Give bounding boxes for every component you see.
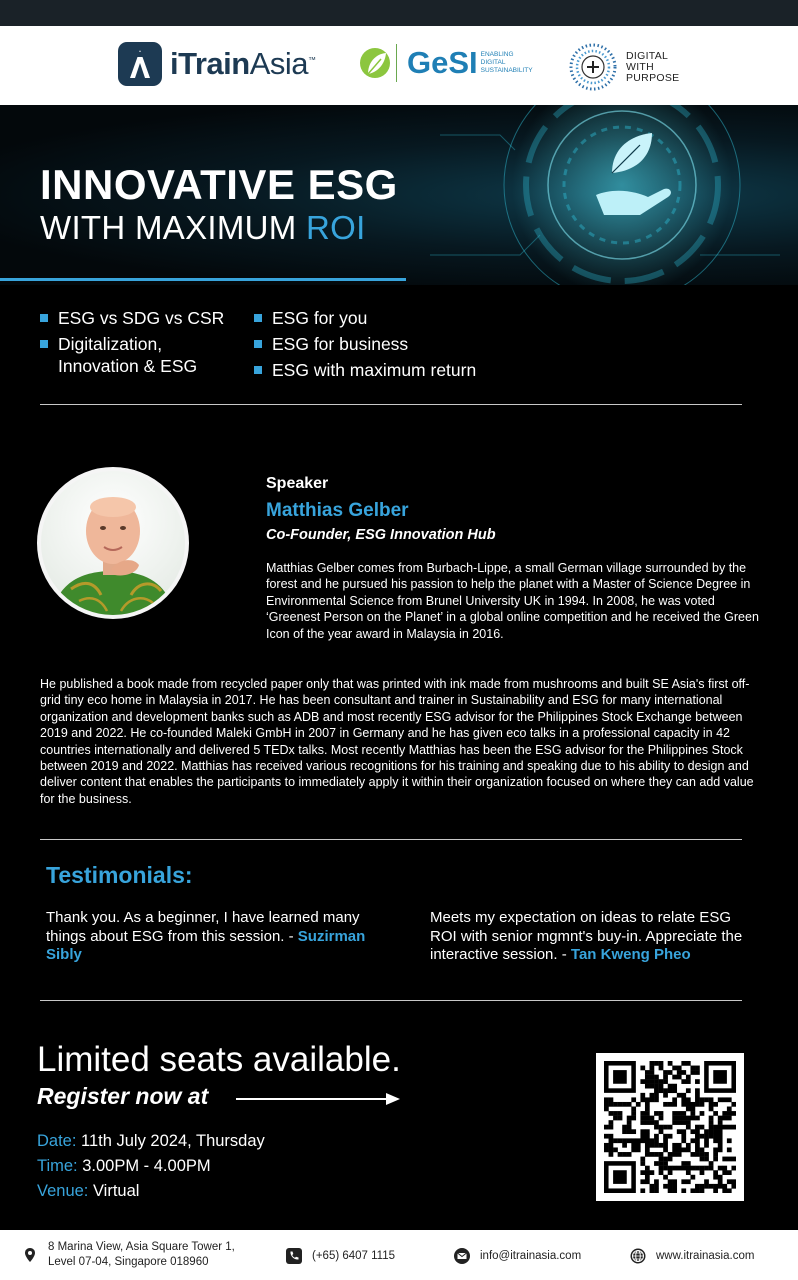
- divider: [40, 404, 742, 405]
- speaker-role: Co-Founder, ESG Innovation Hub: [266, 527, 496, 543]
- register-cta: Register now at: [37, 1083, 209, 1109]
- testimonial-author: Suzirman Sibly: [46, 927, 366, 964]
- event-venue: Venue: Virtual: [37, 1182, 140, 1200]
- hero-title-accent: ROI: [306, 209, 366, 246]
- topic-item: ESG with maximum return: [254, 359, 476, 381]
- speaker-label: Speaker: [266, 475, 329, 492]
- itrainasia-logo: [118, 42, 316, 86]
- address-line1: 8 Marina View, Asia Square Tower 1,: [48, 1241, 235, 1253]
- divider: [40, 839, 742, 840]
- topics-list-right: [254, 307, 476, 385]
- testimonial-author: Tan Kweng Pheo: [570, 946, 691, 964]
- topic-item: ESG for you: [254, 307, 476, 329]
- footer: [0, 1230, 798, 1280]
- gesi-logo: [358, 44, 533, 82]
- topic-item: ESG vs SDG vs CSR: [40, 307, 224, 329]
- digital-with-purpose-logo: [568, 42, 679, 92]
- email-icon: [454, 1248, 470, 1264]
- topic-item: ESG for business: [254, 333, 476, 355]
- gesi-divider: [396, 44, 397, 82]
- footer-email[interactable]: info@itrainasia.com: [454, 1248, 581, 1264]
- speaker-bio-intro: Matthias Gelber comes from Burbach-Lippe, a small German village surrounded by the forest and he pursued his passion to help the planet with a Master of Science Degree in Environmental Science from Brunel University UK in 1994. In 2008, he was voted ‘Greenest Person on the Planet’ in a global online competition and he received the Green Icon of the year award in Malaysia in 2016.: [266, 561, 759, 641]
- itrainasia-wordmark: iTrainAsia™: [170, 46, 316, 81]
- globe-icon: [630, 1248, 646, 1264]
- topics-list-left: [40, 307, 224, 381]
- logo-bar: [0, 26, 798, 105]
- hero-title-line2: WITH MAXIMUM ROI: [40, 209, 366, 246]
- testimonials-heading: Testimonials:: [46, 862, 193, 888]
- testimonial-quote: Thank you. As a beginner, I have learned many things about ESG from this session. - Suzirman Sibly: [46, 909, 366, 964]
- topic-item: Digitalization, Innovation & ESG: [40, 333, 210, 377]
- limited-seats-heading: Limited seats available.: [37, 1040, 401, 1079]
- itrainasia-badge-icon: [118, 42, 162, 86]
- footer-address: [22, 1240, 235, 1269]
- speaker-bio-details: He published a book made from recycled paper only that was printed with ink made from mushrooms and built SE Asia's first off-grid tiny eco home in Malaysia in 2017. He has been consultant and trainer in Sustainability and ESG for many international organization and development banks such as ADB and most recently ESG advisor for the Philippines Stock Exchange between 2019 and 2022. He co-founded Maleki GmbH in 2007 in Germany and he has given eco talks in a professional capacity in 42 countries internationally and delivered 5 TEDx talks. Most recently Matthias has been the ESG advisor for the Philippines Stock between 2019 and 2022. Matthias has received various recognitions for his training and speaking due to his ability to design and deliver content that enables the participants to immediately apply it within their organization focused on where they can add value for the business.: [40, 677, 754, 806]
- top-dark-strip: [0, 0, 798, 26]
- location-pin-icon: [22, 1247, 38, 1263]
- event-time: Time: 3.00PM - 4.00PM: [37, 1157, 211, 1175]
- gesi-tagline: ENABLING DIGITAL SUSTAINABILITY: [480, 51, 533, 74]
- gesi-wordmark: GeSI: [407, 45, 478, 80]
- hero-banner: [0, 105, 798, 285]
- gesi-leaf-icon: [358, 44, 392, 82]
- arrow-right-icon: [236, 1089, 402, 1109]
- divider: [40, 1000, 742, 1001]
- hero-title-line1: INNOVATIVE ESG: [40, 161, 398, 208]
- dwp-wordmark: DIGITAL WITH PURPOSE: [626, 49, 680, 84]
- footer-phone[interactable]: (+65) 6407 1115: [286, 1248, 395, 1264]
- speaker-name: Matthias Gelber: [266, 500, 409, 521]
- footer-website[interactable]: www.itrainasia.com: [630, 1248, 754, 1264]
- speaker-photo: [37, 467, 189, 619]
- address-line2: Level 07-04, Singapore 018960: [48, 1255, 209, 1268]
- registration-qr-code[interactable]: [596, 1053, 744, 1201]
- hero-underline: [0, 278, 406, 281]
- testimonial-quote: Meets my expectation on ideas to relate ESG ROI with senior mgmnt's buy-in. Appreciate the interactive session. - Tan Kweng Pheo: [430, 909, 743, 964]
- phone-icon: [286, 1248, 302, 1264]
- dwp-dotted-circle-icon: [568, 42, 618, 92]
- event-date: Date: 11th July 2024, Thursday: [37, 1132, 265, 1150]
